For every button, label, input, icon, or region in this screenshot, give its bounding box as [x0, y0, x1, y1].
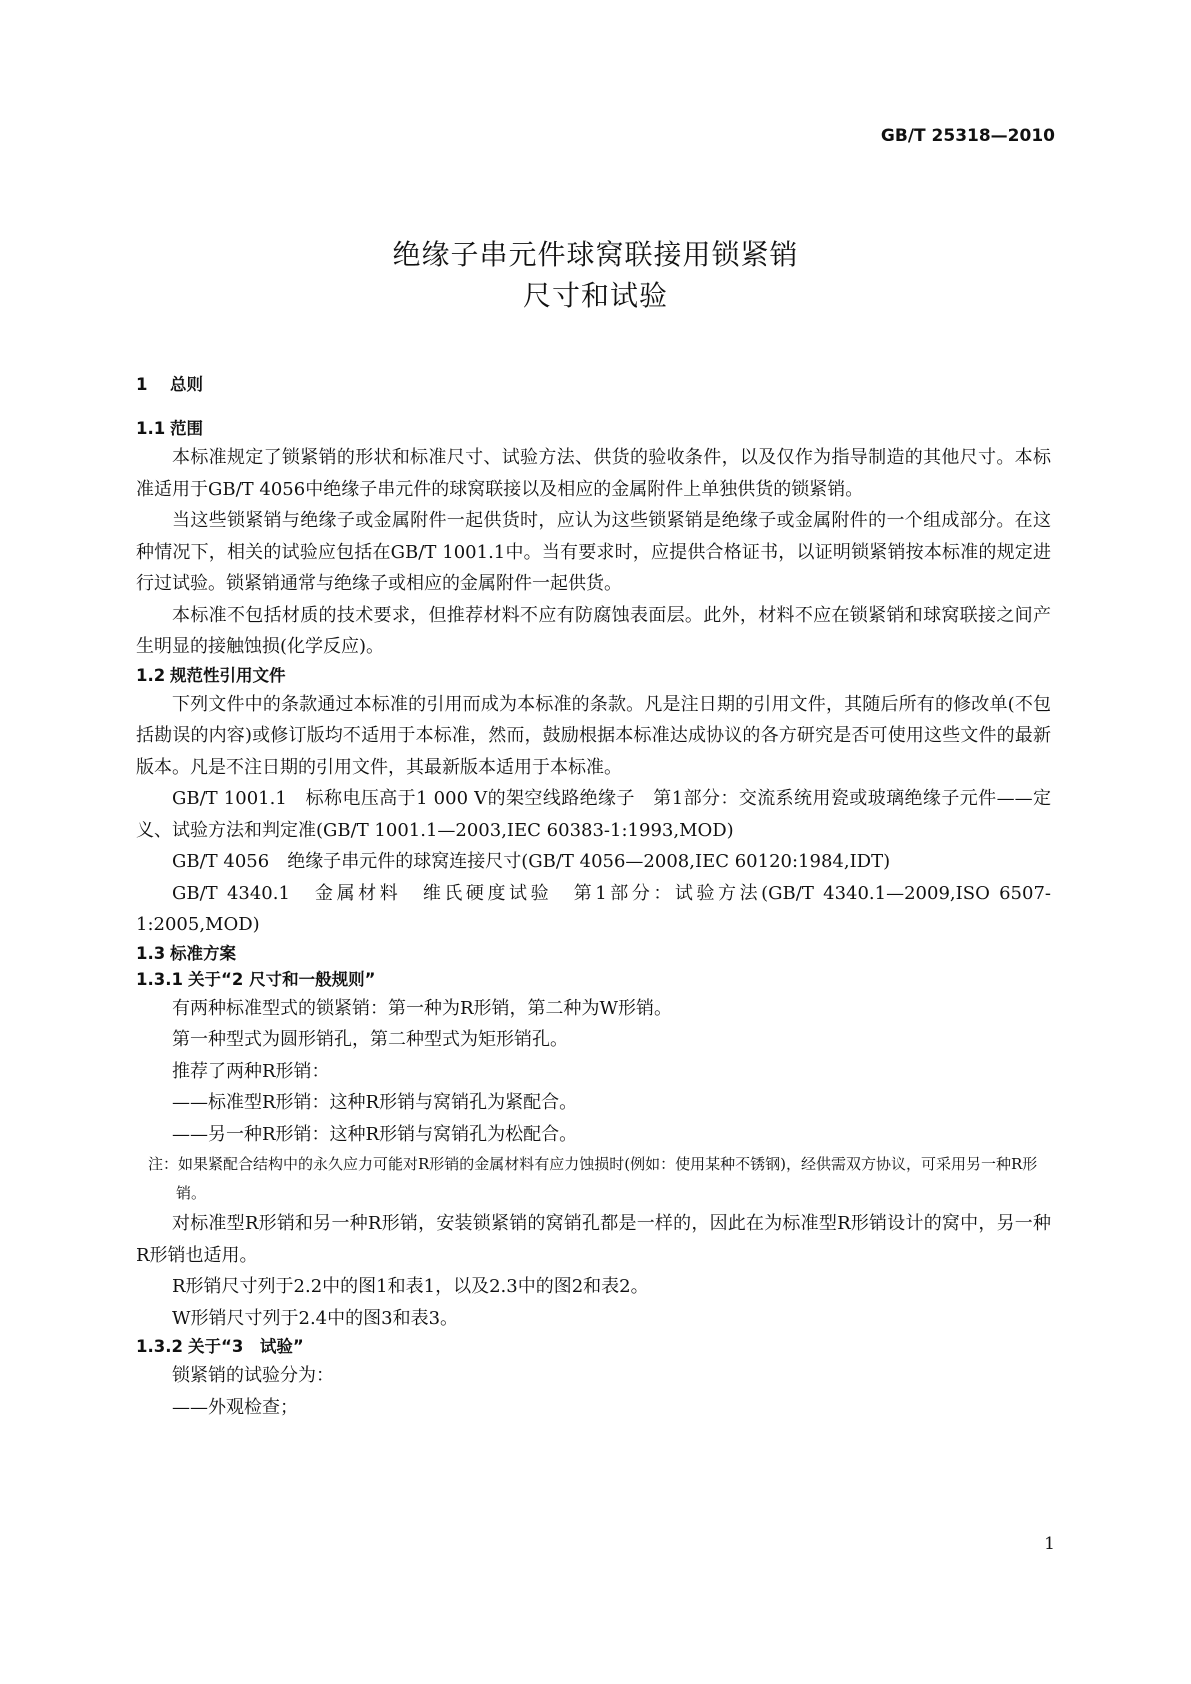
section-title: 关于“2 尺寸和一般规则” [188, 969, 376, 989]
section-title: 范围 [170, 419, 203, 438]
paragraph: W形销尺寸列于2.4中的图3和表3。 [172, 1307, 459, 1329]
document-body [136, 372, 1051, 1423]
section-number: 1.1 [136, 419, 166, 438]
section-title: 总则 [170, 375, 203, 394]
section-title: 标准方案 [170, 943, 236, 963]
section-1-3-1-heading [136, 967, 1051, 993]
document-title-line1: 绝缘子串元件球窝联接用锁紧销 [392, 238, 799, 271]
paragraph: 推荐了两种R形销： [172, 1060, 330, 1082]
document-title-line2: 尺寸和试验 [522, 279, 668, 312]
paragraph: R形销尺寸列于2.2中的图1和表1，以及2.3中的图2和表2。 [172, 1276, 649, 1297]
paragraph: 对标准型R形销和另一种R形销，安装锁紧销的窝销孔都是一样的，因此在为标准型R形销设计的窝中，另一种R形销也适用。 [136, 1213, 1051, 1266]
paragraph: 锁紧销的试验分为： [172, 1365, 334, 1386]
section-1-heading [136, 372, 1051, 398]
paragraph: 下列文件中的条款通过本标准的引用而成为本标准的条款。凡是注日期的引用文件，其随后所有的修改单(不包括勘误的内容)或修订版均不适用于本标准，然而，鼓励根据本标准达成协议的各方研究是否可使用这些文件的最新版本。凡是不注日期的引用文件，其最新版本适用于本标准。 [136, 693, 1051, 778]
section-1-3-2-heading [136, 1334, 1051, 1360]
list-item: ——标准型R形销：这种R形销与窝销孔为紧配合。 [172, 1092, 578, 1113]
paragraph: 本标准不包括材质的技术要求，但推荐材料不应有防腐蚀表面层。此外，材料不应在锁紧销和球窝联接之间产生明显的接触蚀损(化学反应)。 [136, 604, 1051, 657]
section-title: 关于“3 试验” [188, 1337, 304, 1356]
paragraph: 当这些锁紧销与绝缘子或金属附件一起供货时，应认为这些锁紧销是绝缘子或金属附件的一个组成部分。在这种情况下，相关的试验应包括在GB/T 1001.1中。当有要求时，应提供合格证书，以证明锁紧销按本标准的规定进行过试验。锁紧销通常与绝缘子或相应的金属附件一起供货。 [136, 510, 1051, 594]
reference-entry: GB/T 4056 绝缘子串元件的球窝连接尺寸(GB/T 4056—2008,IEC 60120:1984,IDT) [172, 851, 891, 872]
section-1-3-heading [136, 941, 1051, 967]
page-number: 1 [1044, 1534, 1055, 1554]
section-title: 规范性引用文件 [170, 665, 286, 685]
section-1-2-heading [136, 663, 1051, 689]
standard-number: GB/T 25318—2010 [880, 126, 1055, 146]
section-number: 1.3 [136, 943, 166, 963]
section-number: 1 [136, 375, 148, 394]
reference-entry: GB/T 4340.1 金属材料 维氏硬度试验 第1部分：试验方法(GB/T 4340.1—2009,ISO 6507-1:2005,MOD) [136, 882, 1051, 935]
section-number: 1.3.1 [136, 969, 183, 989]
paragraph: 有两种标准型式的锁紧销：第一种为R形销，第二种为W形销。 [172, 997, 673, 1019]
note: 注：如果紧配合结构中的永久应力可能对R形销的金属材料有应力蚀损时(例如：使用某种不锈钢)，经供需双方协议，可采用另一种R形销。 [148, 1155, 1038, 1202]
list-item: ——另一种R形销：这种R形销与窝销孔为松配合。 [172, 1123, 578, 1145]
list-item: ——外观检查； [172, 1396, 298, 1418]
section-1-1-heading [136, 416, 1051, 442]
paragraph: 第一种型式为圆形销孔，第二种型式为矩形销孔。 [172, 1029, 568, 1050]
section-number: 1.3.2 [136, 1337, 183, 1356]
section-number: 1.2 [136, 665, 166, 685]
paragraph: 本标准规定了锁紧销的形状和标准尺寸、试验方法、供货的验收条件，以及仅作为指导制造的其他尺寸。本标准适用于GB/T 4056中绝缘子串元件的球窝联接以及相应的金属附件上单独供货的锁紧销。 [136, 447, 1051, 500]
reference-entry: GB/T 1001.1 标称电压高于1 000 V的架空线路绝缘子 第1部分：交流系统用瓷或玻璃绝缘子元件——定义、试验方法和判定准(GB/T 1001.1—2003,IEC 60383-1:1993,MOD) [136, 788, 1051, 841]
